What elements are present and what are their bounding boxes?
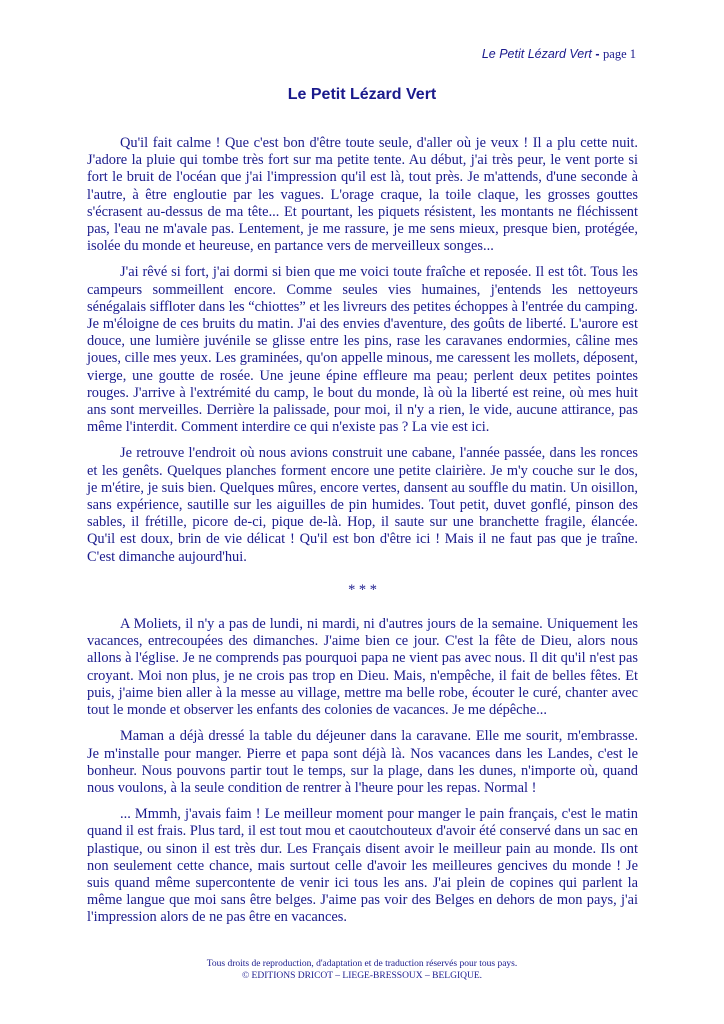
copyright-rights-line: Tous droits de reproduction, d'adaptation et de traduction réservés pour tous pays.	[206, 959, 518, 969]
running-header	[482, 47, 636, 62]
document-title: Le Petit Lézard Vert	[287, 86, 437, 103]
paragraph: Je retrouve l'endroit où nous avions construit une cabane, l'année passée, dans les ronces et les genêts. Quelques planches forment encore une petite clairière. Je m'y couche sur le dos, je m'étire, je suis bien. Quelques mûres, encore vertes, dansent au souffle du matin. Un oisillon, sans expérience, sautille sur les aiguilles de pin humides. Tout petit, duvet gonflé, pinson des sables, il frétille, picore de-ci, pique de-là. Hop, il saute sur une branchette fragile, élancée. Qu'il est doux, brin de vie délicat ! Qu'il est bon d'être ici ! Mais il ne faut pas que je traîne. C'est dimanche aujourd'hui.	[87, 445, 638, 565]
copyright-publisher-line: © EDITIONS DRICOT – LIEGE-BRESSOUX – BELGIQUE.	[241, 971, 483, 981]
running-header-title: Le Petit Lézard Vert	[481, 47, 592, 61]
paragraph: A Moliets, il n'y a pas de lundi, ni mardi, ni d'autres jours de la semaine. Uniquement les vacances, entrecoupées des dimanches. J'aime bien ce jour. C'est la fête de Dieu, alors nous allons à l'église. Je ne comprends pas pourquoi papa ne vient pas avec nous. Il dit qu'il n'est pas croyant. Moi non plus, je ne crois pas trop en Dieu. Mais, n'empêche, il fait de belles fêtes. Et puis, j'aime bien aller à la messe au village, mettre ma belle robe, écouter le curé, chanter avec tout le monde et observer les enfants des colonies de vacances. Je me dépêche...	[87, 616, 638, 719]
paragraph: Qu'il fait calme ! Que c'est bon d'être toute seule, d'aller où je veux ! Il a plu cette nuit. J'adore la pluie qui tombe très fort sur ma petite tente. Au début, j'ai très peur, le vent porte si fort le bruit de l'océan que j'ai l'impression qu'il est là, tout près. Je m'attends, d'une seconde à l'autre, à être engloutie par les vagues. L'orage craque, la toile claque, les grosses gouttes s'écrasent au-dessus de ma tête... Et pourtant, les piquets résistent, les montants ne fléchissent pas, l'eau ne m'avale pas. Lentement, je me rassure, je me sens mieux, presque bien, protégée, isolée du monde et heureuse, en partance vers de merveilleux songes...	[87, 135, 638, 255]
section-separator: * * *	[348, 581, 377, 598]
running-header-separator: -	[595, 47, 600, 61]
paragraph: J'ai rêvé si fort, j'ai dormi si bien que me voici toute fraîche et reposée. Il est tôt. Tous les campeurs sommeillent encore. Comme seules vies humaines, j'entends les nettoyeurs sénégalais siffloter dans les “chiottes” et les livreurs des petites échoppes à l'entrée du camping. Je m'éloigne de ces bruits du matin. J'ai des envies d'aventure, des goûts de liberté. L'aurore est douce, une lumière juvénile se glisse entre les pins, rase les caravanes endormies, câline mes joues, cille mes yeux. Les graminées, qu'on appelle minous, me caressent les mollets, déposent, vierge, une goutte de rosée. Une jeune épine effleure ma peau; perlent deux petites pointes rouges. J'arrive à l'extrémité du camp, le bout du monde, là où la liberté est reine, où mes huit ans sont merveilles. Derrière la palissade, pour moi, il n'y a rien, le vide, aucune attirance, pas même l'interdit. Comment interdire ce qui n'existe pas ? La vie est ici.	[87, 264, 638, 436]
paragraph: Maman a déjà dressé la table du déjeuner dans la caravane. Elle me sourit, m'embrasse. Je m'installe pour manger. Pierre et papa sont déjà là. Nos vacances dans les Landes, c'est le bonheur. Nous pouvons partir tout le temps, sur la plage, dans les dunes, n'importe où, quand nous voulons, à la seule condition de rentrer à l'heure pour les repas. Normal !	[87, 728, 638, 796]
copyright-footer	[0, 958, 724, 982]
paragraph: ... Mmmh, j'avais faim ! Le meilleur moment pour manger le pain français, c'est le matin quand il est frais. Plus tard, il est tout mou et caoutchouteux d'avoir été conservé dans un sac en plastique, ou sinon il est très dur. Les Français disent avoir le meilleur pain au monde. Ils ont non seulement cette chance, mais surtout celle d'avoir les meilleures gencives du monde ! Je suis quand même supercontente de venir ici tous les ans. J'ai plein de copines qui parlent la même langue que moi sans être belges. J'aime pas voir des Belges en dehors de mon pays, j'ai l'impression alors de ne pas être en vacances.	[87, 806, 638, 926]
page-number: page 1	[603, 47, 636, 61]
document-body	[87, 135, 638, 936]
